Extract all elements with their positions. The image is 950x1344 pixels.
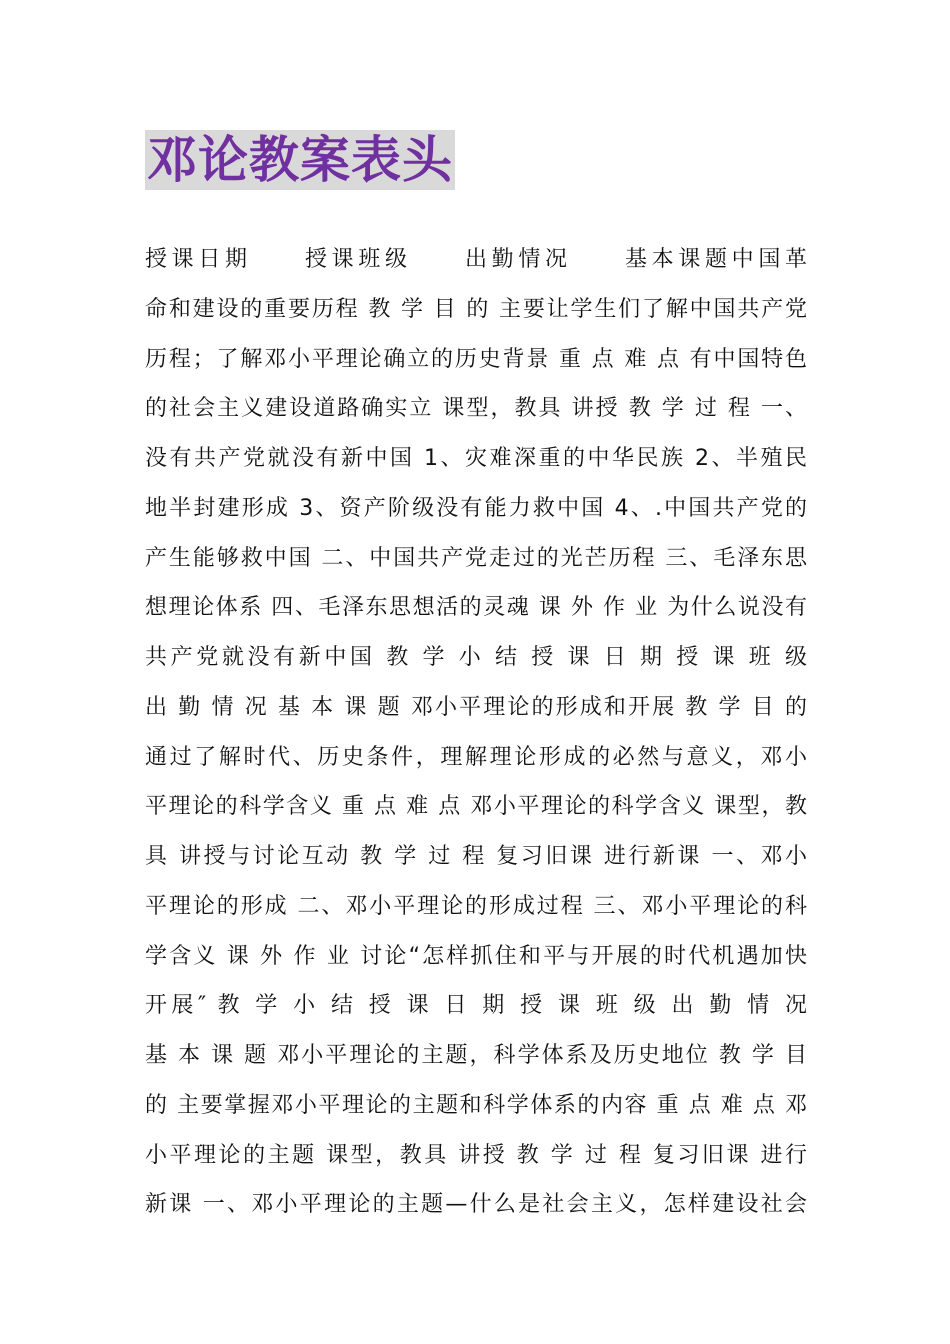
text-line: 的社会主义建设道路确实立 课型，教具 讲授 教 学 过 程 一、 (145, 396, 807, 422)
text-line: 共产党就没有新中国 教 学 小 结 授 课 日 期 授 课 班 级 (145, 645, 807, 670)
text-line: 平理论的形成 二、邓小平理论的形成过程 三、邓小平理论的科 (145, 893, 807, 919)
text-line: 的 主要掌握邓小平理论的主题和科学体系的内容 重 点 难 点 邓 (145, 1092, 807, 1118)
title-highlight (145, 130, 455, 190)
text-line: 具 讲授与讨论互动 教 学 过 程 复习旧课 进行新课 一、邓小 (145, 844, 807, 869)
document-title: 邓论教案表头 (147, 131, 453, 189)
text-line: 开展″ 教 学 小 结 授 课 日 期 授 课 班 级 出 勤 情 况 (145, 993, 807, 1019)
text-line: 出 勤 情 况 基 本 课 题 邓小平理论的形成和开展 教 学 目 的 (145, 694, 807, 720)
text-line: 小平理论的主题 课型，教具 讲授 教 学 过 程 复习旧课 进行 (145, 1142, 807, 1168)
text-line: 命和建设的重要历程 教 学 目 的 主要让学生们了解中国共产党 (145, 296, 807, 322)
text-line: 学含义 课 外 作 业 讨论“怎样抓住和平与开展的时代机遇加快 (145, 943, 807, 969)
text-line: 基 本 课 题 邓小平理论的主题，科学体系及历史地位 教 学 目 (145, 1043, 807, 1068)
text-line: 历程；了解邓小平理论确立的历史背景 重 点 难 点 有中国特色 (145, 346, 807, 372)
text-line: 没有共产党就没有新中国 1、灾难深重的中华民族 2、半殖民 (145, 446, 807, 471)
text-line: 想理论体系 四、毛泽东思想活的灵魂 课 外 作 业 为什么说没有 (145, 595, 807, 621)
text-line: 通过了解时代、历史条件，理解理论形成的必然与意义，邓小 (145, 744, 807, 770)
text-line: 授课日期 授课班级 出勤情况 基本课题中国革 (145, 247, 807, 272)
text-line: 平理论的科学含义 重 点 难 点 邓小平理论的科学含义 课型，教 (145, 794, 807, 820)
text-line: 产生能够救中国 二、中国共产党走过的光芒历程 三、毛泽东思 (145, 545, 807, 571)
body-text (145, 242, 807, 1237)
text-line: 地半封建形成 3、资产阶级没有能力救中国 4、.中国共产党的 (145, 495, 807, 521)
text-line: 新课 一、邓小平理论的主题—什么是社会主义，怎样建设社会 (145, 1192, 807, 1218)
